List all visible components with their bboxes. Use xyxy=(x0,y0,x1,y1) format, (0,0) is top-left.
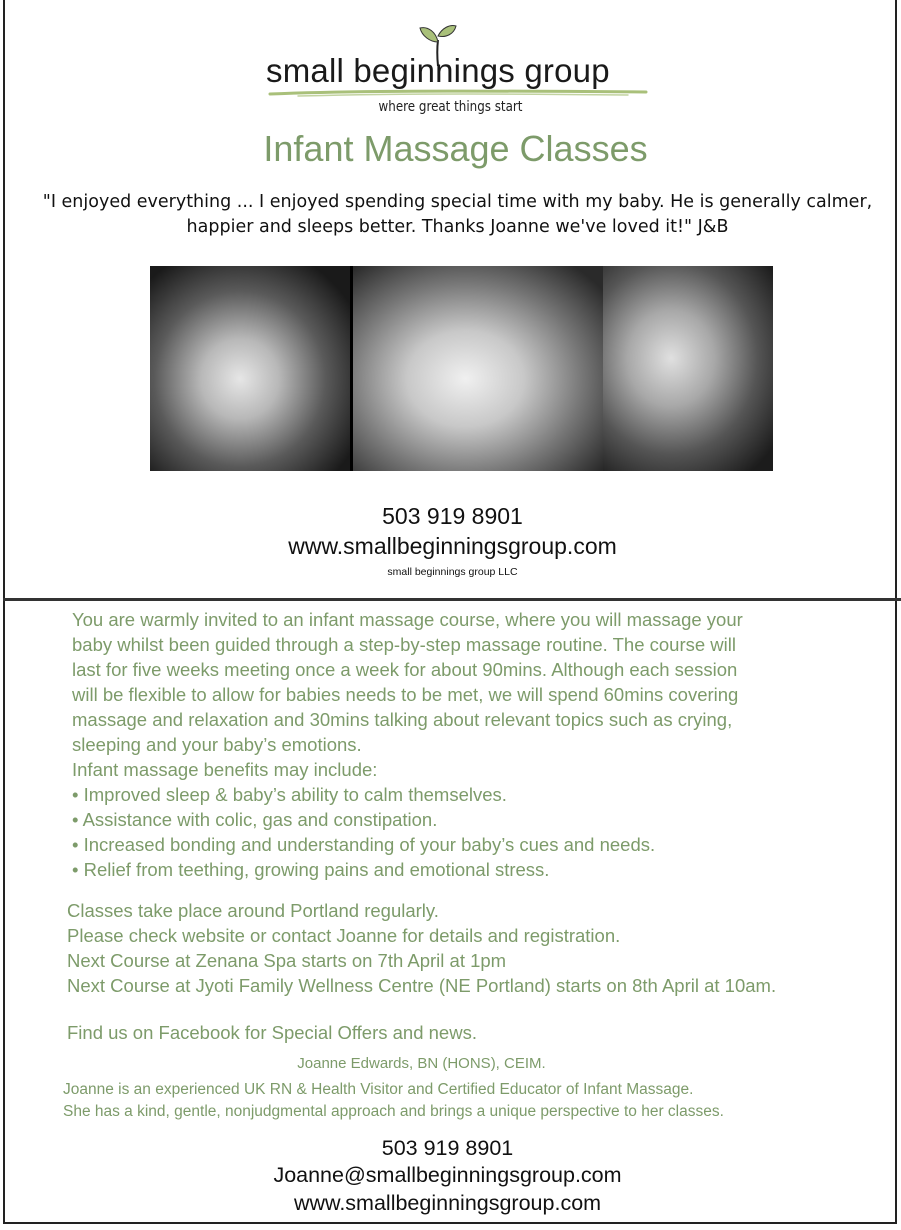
instructor-name: Joanne Edwards, BN (HONS), CEIM. xyxy=(297,1055,546,1072)
class-schedule: Classes take place around Portland regularly. Please check website or contact Joanne for details and registration. Next Course at Zenana Spa starts on 7th April at 1pm Next Course at Jyoti Family Wellness Centre (NE Portland) starts on 8th April at 10am. xyxy=(67,900,777,996)
logo-wordmark: small beginnings group xyxy=(266,52,610,89)
email-link[interactable]: Joanne@smallbeginningsgroup.com xyxy=(273,1163,622,1187)
website-link[interactable]: www.smallbeginningsgroup.com xyxy=(288,533,617,559)
logo-tagline: where great things start xyxy=(378,99,523,115)
phone-number: 503 919 8901 xyxy=(382,503,523,529)
bottom-website-link[interactable]: www.smallbeginningsgroup.com xyxy=(293,1191,602,1215)
company-name: small beginnings group LLC xyxy=(387,566,518,578)
bottom-phone-number: 503 919 8901 xyxy=(381,1136,514,1160)
section-divider xyxy=(3,598,901,601)
instructor-bio: Joanne is an experienced UK RN & Health Visitor and Certified Educator of Infant Massage. She has a kind, gentle, nonjudgmental approach and brings a unique perspective to her classes. xyxy=(63,1081,724,1120)
photo-strip xyxy=(150,266,773,471)
logo-underline-swoosh xyxy=(268,88,648,98)
facebook-note: Find us on Facebook for Special Offers and news. xyxy=(67,1022,477,1043)
course-description: You are warmly invited to an infant massage course, where you will massage your baby whilst been guided through a step-by-step massage routine. The course will last for five weeks meeting once a week for about 90mins. Although each session will be flexible to allow for babies needs to be met, we will spend 60mins covering massage and relaxation and 30mins talking about relevant topics such as crying, sleeping and your baby’s emotions. Infant massage benefits may include: • Improved sleep & baby’s ability to calm themselves. • Assistance with colic, gas and constipation. • Increased bonding and understanding of your baby’s cues and needs. • Relief from teething, growing pains and emotional stress. xyxy=(72,609,743,880)
baby-massage-photo xyxy=(353,266,603,471)
baby-feet-photo xyxy=(150,266,350,471)
testimonial-quote: "I enjoyed everything ... I enjoyed spending special time with my baby. He is generally calmer, happier and sleeps better. Thanks Joanne we've loved it!" J&B xyxy=(42,192,873,237)
page-title: Infant Massage Classes xyxy=(263,128,648,169)
hands-photo xyxy=(603,266,773,471)
